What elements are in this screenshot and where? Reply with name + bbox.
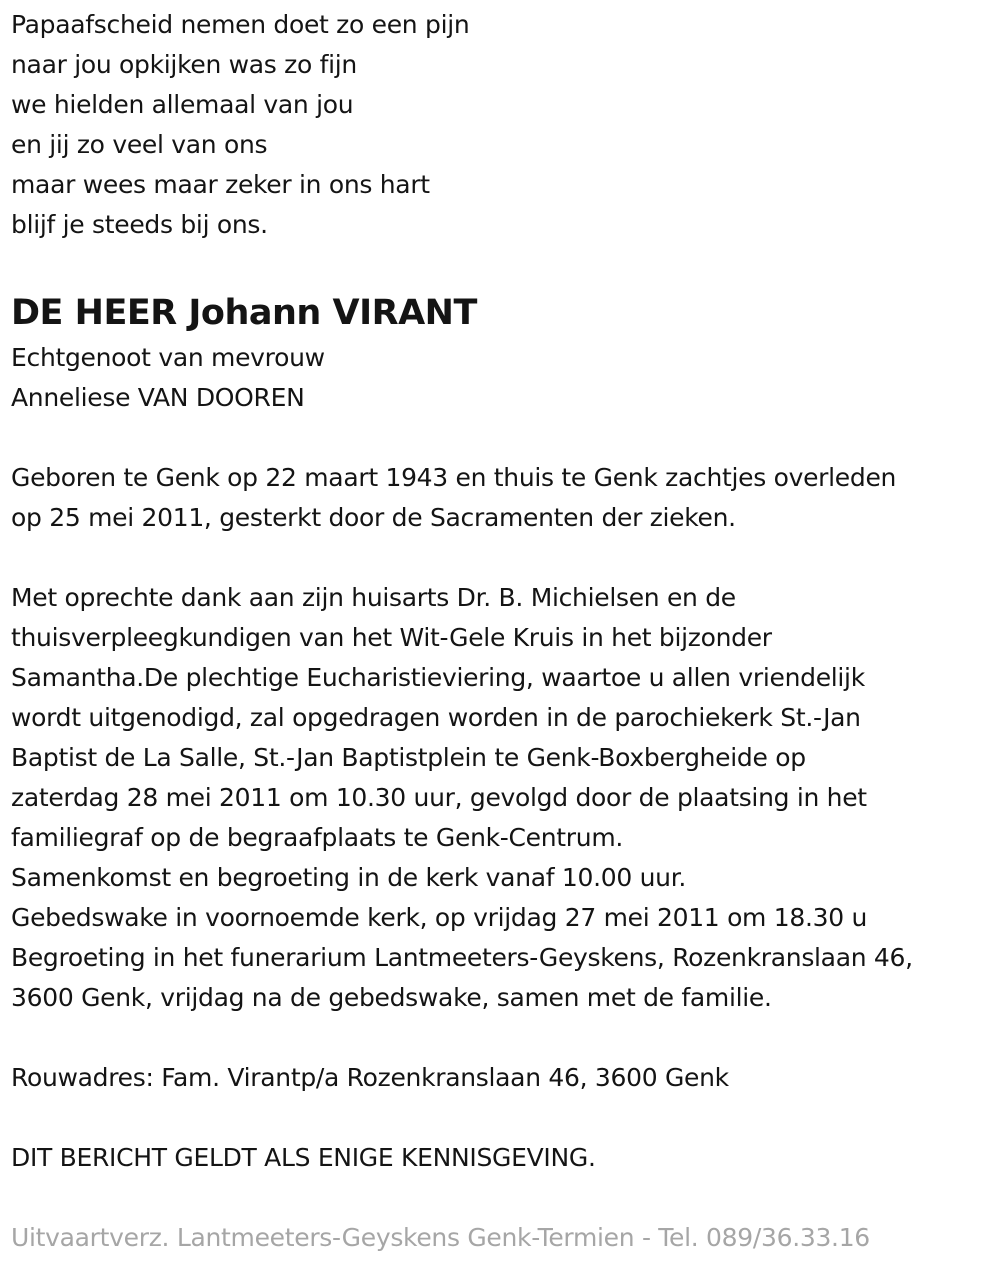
details-line: Samenkomst en begroeting in de kerk vanaf 10.00 uur.	[11, 863, 687, 892]
spouse-line: Anneliese VAN DOOREN	[11, 383, 305, 412]
obituary-notice	[11, 0, 996, 1258]
details-line: Gebedswake in voornoemde kerk, op vrijdag 27 mei 2011 om 18.30 u	[11, 903, 868, 932]
official-notice: DIT BERICHT GELDT ALS ENIGE KENNISGEVING.	[11, 1143, 596, 1172]
spouse-info	[11, 338, 996, 418]
poem-line: we hielden allemaal van jou	[11, 90, 354, 119]
details-line: Met oprechte dank aan zijn huisarts Dr. B. Michielsen en de	[11, 583, 736, 612]
details-line: 3600 Genk, vrijdag na de gebedswake, samen met de familie.	[11, 983, 772, 1012]
poem-line: en jij zo veel van ons	[11, 130, 268, 159]
deceased-name: DE HEER Johann VIRANT	[11, 293, 477, 333]
mourning-address: Rouwadres: Fam. Virantp/a Rozenkranslaan 46, 3600 Genk	[11, 1063, 729, 1092]
birth-death-line: op 25 mei 2011, gesterkt door de Sacramenten der zieken.	[11, 503, 736, 532]
poem-line: naar jou opkijken was zo fijn	[11, 50, 357, 79]
poem-line: blijf je steeds bij ons.	[11, 210, 268, 239]
details-line: zaterdag 28 mei 2011 om 10.30 uur, gevolgd door de plaatsing in het	[11, 783, 867, 812]
details-line: thuisverpleegkundigen van het Wit-Gele Kruis in het bijzonder	[11, 623, 772, 652]
poem-line: maar wees maar zeker in ons hart	[11, 170, 430, 199]
details-line: Begroeting in het funerarium Lantmeeters-Geyskens, Rozenkranslaan 46,	[11, 943, 913, 972]
birth-death-info	[11, 458, 996, 538]
ceremony-details	[11, 578, 996, 1018]
poem-line: Papaafscheid nemen doet zo een pijn	[11, 10, 470, 39]
spouse-line: Echtgenoot van mevrouw	[11, 343, 325, 372]
details-line: Samantha.De plechtige Eucharistieviering, waartoe u allen vriendelijk	[11, 663, 865, 692]
details-line: familiegraf op de begraafplaats te Genk-Centrum.	[11, 823, 624, 852]
funeral-home-footer: Uitvaartverz. Lantmeeters-Geyskens Genk-Termien - Tel. 089/36.33.16	[11, 1223, 870, 1252]
poem	[11, 5, 996, 245]
birth-death-line: Geboren te Genk op 22 maart 1943 en thuis te Genk zachtjes overleden	[11, 463, 897, 492]
details-line: Baptist de La Salle, St.-Jan Baptistplein te Genk-Boxbergheide op	[11, 743, 806, 772]
details-line: wordt uitgenodigd, zal opgedragen worden in de parochiekerk St.-Jan	[11, 703, 861, 732]
